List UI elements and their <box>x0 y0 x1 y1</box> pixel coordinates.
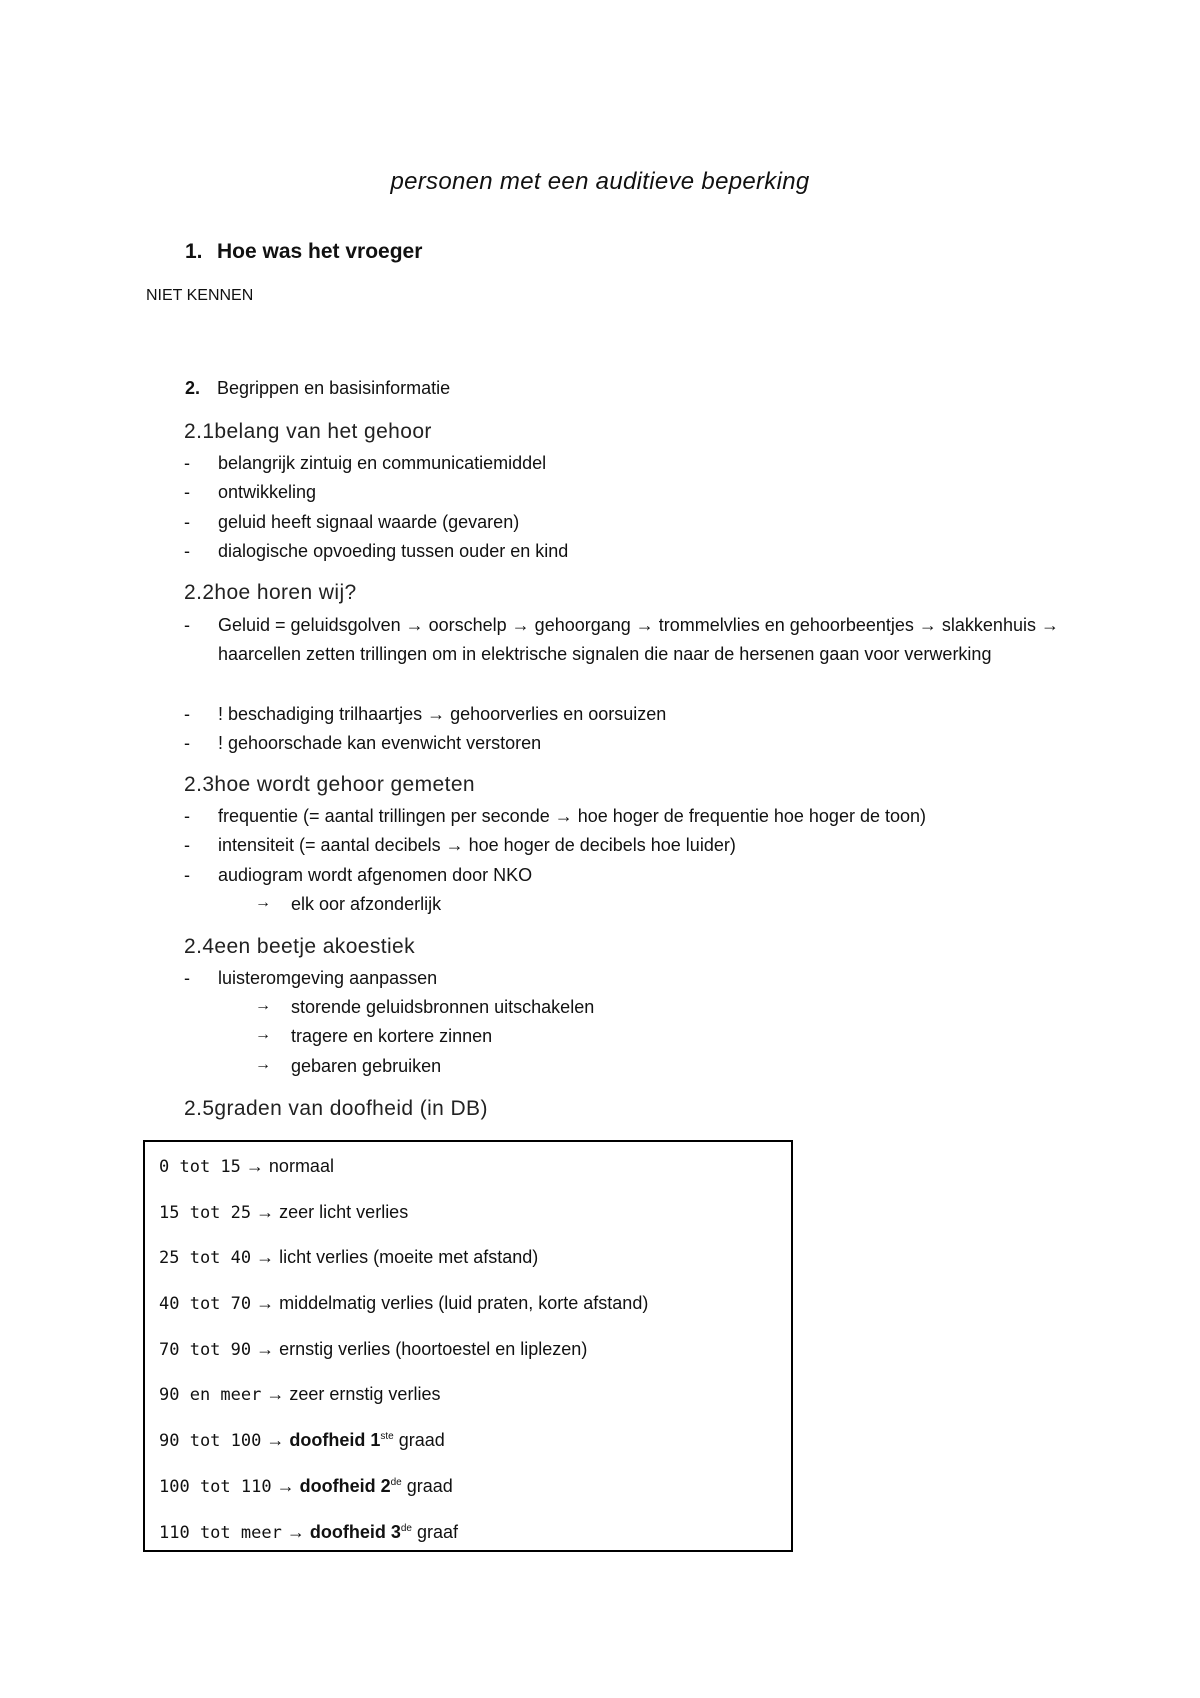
section-1-note: NIET KENNEN <box>146 287 254 304</box>
grade-row: 110 tot meer → doofheid 3de graaf <box>159 1522 459 1543</box>
arrow-icon: → <box>256 1202 275 1222</box>
section-1-number: 1. <box>185 240 203 263</box>
grade-row: 0 tot 15 → normaal <box>159 1156 334 1177</box>
arrow-icon: → <box>256 1293 275 1313</box>
grade-row: 90 tot 100 → doofheid 1ste graad <box>159 1430 445 1451</box>
subsection-2-5-heading: 2.5graden van doofheid (in DB) <box>184 1097 488 1120</box>
arrow-icon: → <box>255 1026 271 1043</box>
grade-row: 25 tot 40 → licht verlies (moeite met afstand) <box>159 1247 539 1268</box>
subsection-2-1-heading: 2.1belang van het gehoor <box>184 420 432 443</box>
arrow-icon: → <box>286 1522 305 1542</box>
grade-row: 15 tot 25 → zeer licht verlies <box>159 1202 409 1223</box>
arrow-icon: → <box>255 894 271 911</box>
document-title: personen met een auditieve beperking <box>390 168 810 195</box>
grade-row: 90 en meer → zeer ernstig verlies <box>159 1384 441 1405</box>
document-page: personen met een auditieve beperking 1. Hoe was het vroeger NIET KENNEN 2. Begrippen en basisinformatie 2.1belang van het gehoor - belangrijk zintuig en communicatiemiddel - ontwikkeling - geluid heeft signaal waarde (gevaren) - dialogische opvoeding tussen ouder en kind 2.2hoe horen wij? - Geluid = geluidsgolven → oorschelp → gehoorgang → trommelvlies en gehoorbeentjes → slakkenhuis → haarcellen zetten trillingen om in elektrische signalen die naar de hersenen gaan voor verwerking - ! beschadiging trilhaartjes → gehoorverlies en oorsuizen - ! gehoorschade kan evenwicht verstoren 2.3hoe wordt gehoor gemeten - frequentie (= aantal trillingen per seconde → hoe hoger de frequentie hoe hoger de toon) - intensiteit (= aantal decibels → hoe hoger de decibels hoe luider) - audiogram wordt afgenomen door NKO → elk oor afzonderlijk 2.4een beetje akoestiek - luisteromgeving aanpassen → storende geluidsbronnen uitschakelen → tragere en kortere zinnen → gebaren gebruiken 2.5graden van doofheid (in DB) 0 tot 15 → normaal 15 tot 25 → zeer licht verlies 25 tot 40 → licht verlies (moeite met afstand) 40 tot 70 → middelmatig verlies (luid praten, korte afstand) 70 tot 90 → ernstig verlies (hoortoestel en liplezen) 90 en meer → zeer ernstig verlies 90 tot 100 → doofheid 1ste graad 100 tot 110 → doofheid 2de graad 110 tot meer → doofheid 3de graaf <box>0 0 1200 1698</box>
deafness-grades-box <box>143 1140 793 1552</box>
grade-row: 70 tot 90 → ernstig verlies (hoortoestel en liplezen) <box>159 1339 588 1360</box>
subsection-2-4-heading: 2.4een beetje akoestiek <box>184 935 416 958</box>
section-1-title: Hoe was het vroeger <box>217 240 423 263</box>
arrow-icon: → <box>256 1339 275 1359</box>
arrow-icon: → <box>256 1247 275 1267</box>
section-2-title: Begrippen en basisinformatie <box>217 378 451 398</box>
section-2-number: 2. <box>185 378 201 398</box>
arrow-icon: → <box>266 1430 285 1450</box>
arrow-icon: → <box>255 1056 271 1073</box>
subsection-2-2-heading: 2.2hoe horen wij? <box>184 581 357 604</box>
grade-row: 40 tot 70 → middelmatig verlies (luid praten, korte afstand) <box>159 1293 649 1314</box>
arrow-icon: → <box>245 1156 264 1176</box>
arrow-icon: → <box>255 997 271 1014</box>
grade-row: 100 tot 110 → doofheid 2de graad <box>159 1476 453 1497</box>
subsection-2-3-heading: 2.3hoe wordt gehoor gemeten <box>184 773 475 796</box>
arrow-icon: → <box>266 1384 285 1404</box>
arrow-icon: → <box>276 1476 295 1496</box>
